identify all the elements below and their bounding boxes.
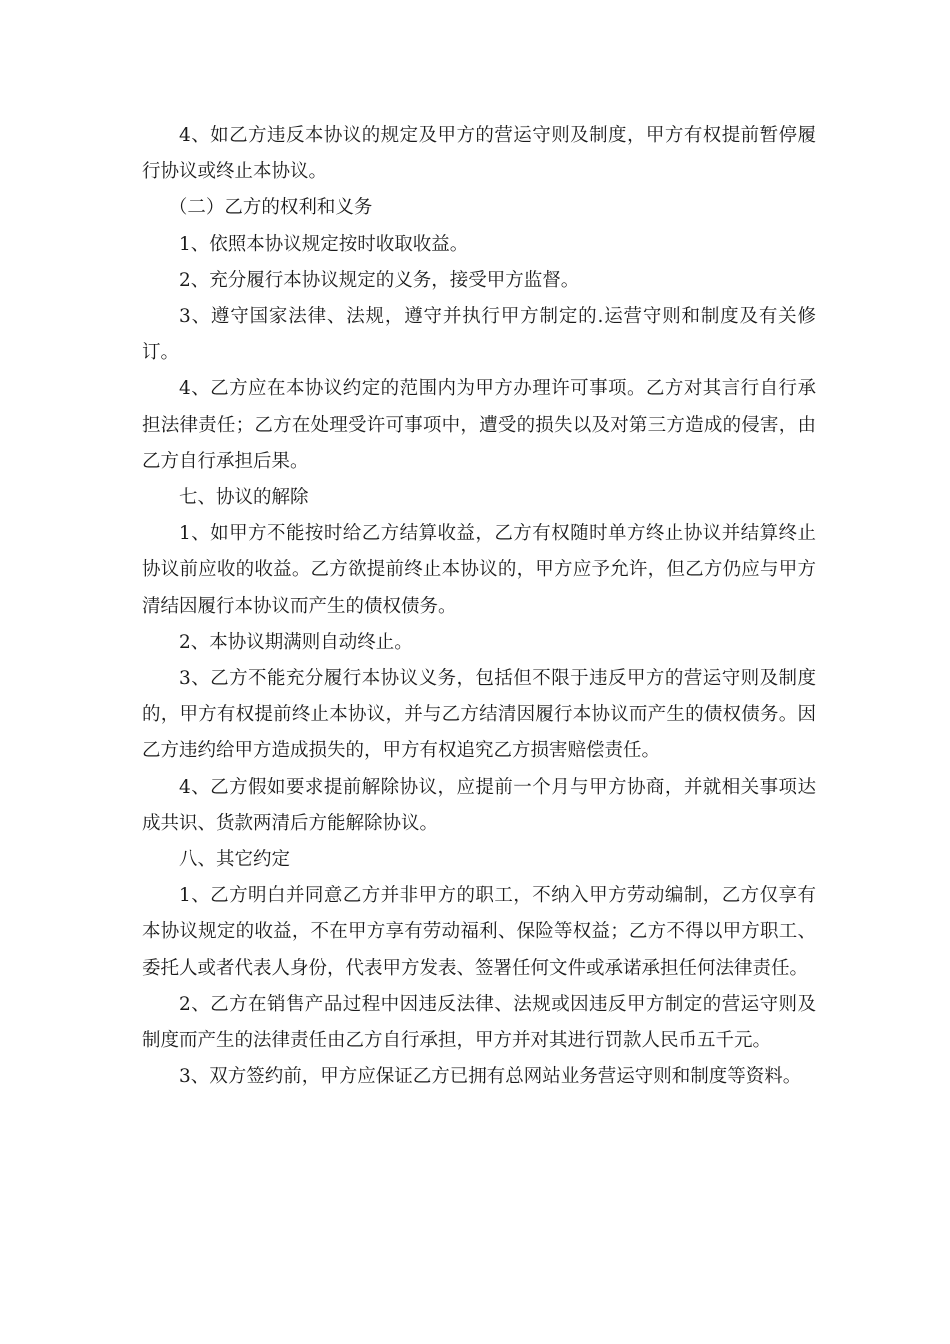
paragraph-clause-4-termination-right: 4、如乙方违反本协议的规定及甲方的营运守则及制度，甲方有权提前暂停履行协议或终止本协议。 [142,125,816,183]
paragraph-termination-clause-2: 2、本协议期满则自动终止。 [179,631,413,653]
paragraph-b-clause-3: 3、遵守国家法律、法规，遵守并执行甲方制定的.运营守则和制度及有关修订。 [142,306,816,364]
paragraph-other-clause-2: 2、乙方在销售产品过程中因违反法律、法规或因违反甲方制定的营运守则及制度而产生的法律责任由乙方自行承担，甲方并对其进行罚款人民币五千元。 [142,993,816,1052]
paragraph-other-clause-1: 1、乙方明白并同意乙方并非甲方的职工，不纳入甲方劳动编制，乙方仅享有本协议规定的收益，不在甲方享有劳动福利、保险等权益；乙方不得以甲方职工、委托人或者代表人身份，代表甲方发表、签署任何文件或承诺承担任何法律责任。 [142,885,816,979]
paragraph-other-clause-3: 3、双方签约前，甲方应保证乙方已拥有总网站业务营运守则和制度等资料。 [179,1066,802,1088]
section-heading-party-b-rights: （二）乙方的权利和义务 [168,197,373,219]
document-body [142,118,816,1095]
paragraph-termination-clause-4: 4、乙方假如要求提前解除协议，应提前一个月与甲方协商，并就相关事项达成共识、货款两清后方能解除协议。 [142,776,816,834]
section-heading-other-terms: 八、其它约定 [179,849,291,871]
paragraph-termination-clause-3: 3、乙方不能充分履行本协议义务，包括但不限于违反甲方的营运守则及制度的，甲方有权提前终止本协议，并与乙方结清因履行本协议而产生的债权债务。因乙方违约给甲方造成损失的，甲方有权追究乙方损害赔偿责任。 [142,668,816,762]
paragraph-b-clause-2: 2、充分履行本协议规定的义务，接受甲方监督。 [179,269,580,291]
section-heading-termination: 七、协议的解除 [179,487,309,509]
paragraph-b-clause-4: 4、乙方应在本协议约定的范围内为甲方办理许可事项。乙方对其言行自行承担法律责任；乙方在处理受许可事项中，遭受的损失以及对第三方造成的侵害，由乙方自行承担后果。 [142,378,816,472]
paragraph-b-clause-1: 1、依照本协议规定按时收取收益。 [179,233,469,255]
paragraph-termination-clause-1: 1、如甲方不能按时给乙方结算收益，乙方有权随时单方终止协议并结算终止协议前应收的收益。乙方欲提前终止本协议的，甲方应予允许，但乙方仍应与甲方清结因履行本协议而产生的债权债务。 [142,523,816,617]
